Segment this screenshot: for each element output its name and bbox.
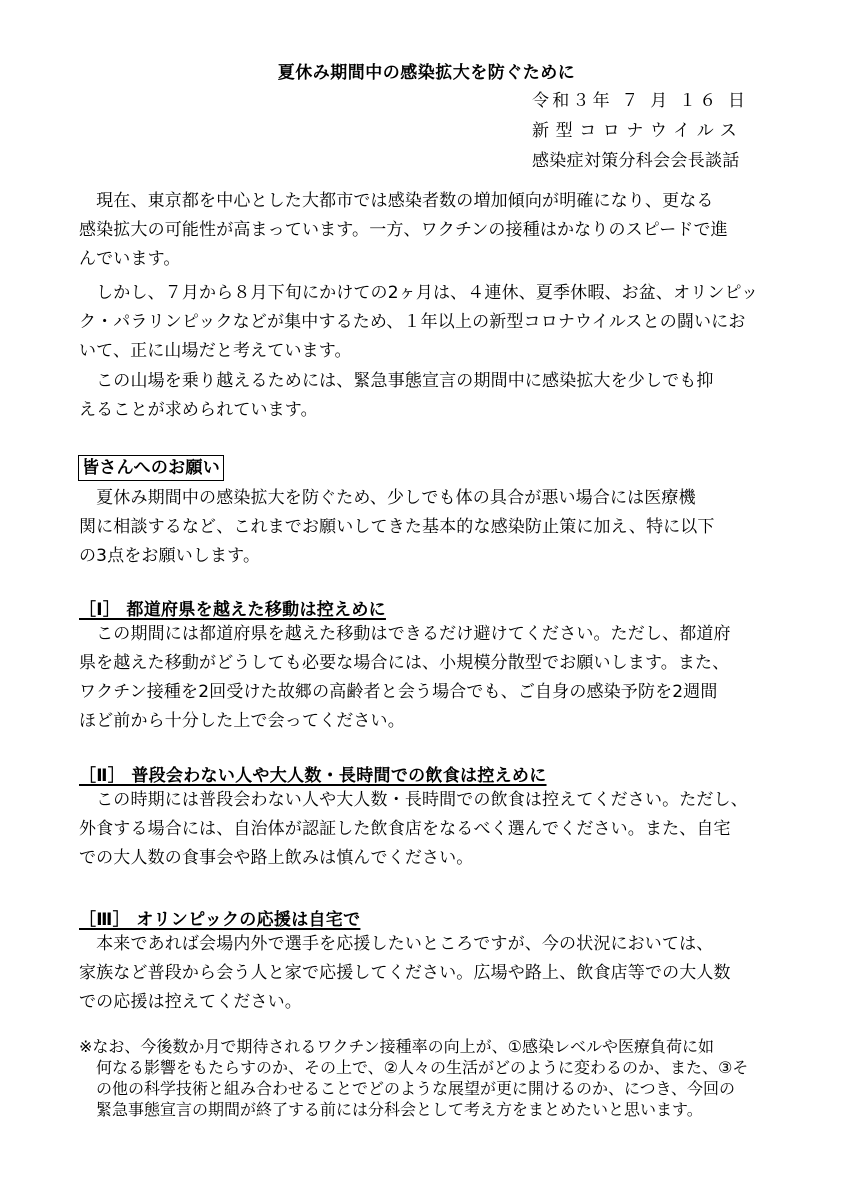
text-line: 本来であれば会場内外で選手を応援したいところですが、今の状況においては、: [79, 934, 714, 954]
text-line: この山場を乗り越えるためには、緊急事態宣言の期間中に感染拡大を少しでも抑: [79, 371, 714, 391]
document-title: 夏休み期間中の感染拡大を防ぐために: [277, 63, 576, 83]
text-line: ※なお、今後数か月で期待されるワクチン接種率の向上が、①感染レベルや医療負荷に如: [79, 1037, 714, 1056]
text-line: 関に相談するなど、これまでお願いしてきた基本的な感染防止策に加え、特に以下: [79, 517, 715, 537]
intro-paragraph-2: [79, 279, 779, 366]
document-speaker: 感染症対策分科会会長談話: [532, 151, 740, 171]
intro-paragraph-1: [79, 187, 779, 274]
text-line: 夏休み期間中の感染拡大を防ぐため、少しでも体の具合が悪い場合には医療機: [79, 488, 696, 508]
text-line: いて、正に山場だと考えています。: [79, 341, 352, 361]
section-1-heading: ［Ⅰ］ 都道府県を越えた移動は控えめに: [79, 600, 386, 620]
text-line: 外食する場合には、自治体が認証した飲食店をなるべく選んでください。また、自宅: [79, 819, 731, 839]
text-line: ワクチン接種を2回受けた故郷の高齢者と会う場合でも、ご自身の感染予防を2週間: [79, 682, 718, 702]
text-line: この時期には普段会わない人や大人数・長時間での飲食は控えてください。ただし、: [79, 790, 748, 810]
text-line: 緊急事態宣言の期間が終了する前には分科会として考え方をまとめたいと思います。: [96, 1100, 703, 1119]
text-line: 何なる影響をもたらすのか、その上で、②人々の生活がどのように変わるのか、また、③そ: [96, 1058, 749, 1077]
text-line: の他の科学技術と組み合わせることでどのような展望が更に開けるのか、につき、今回の: [96, 1079, 736, 1098]
section-1-paragraph: [79, 620, 779, 736]
section-3-paragraph: [79, 930, 779, 1017]
text-line: ク・パラリンピックなどが集中するため、１年以上の新型コロナウイルスとの闘いにお: [79, 312, 746, 332]
text-line: 現在、東京都を中心とした大都市では感染者数の増加傾向が明確になり、更なる: [79, 191, 714, 211]
text-line: の3点をお願いします。: [79, 546, 261, 566]
section-2-paragraph: [79, 786, 779, 873]
text-line: での大人数の食事会や路上飲みは慎んでください。: [79, 848, 474, 868]
text-line: 感染拡大の可能性が高まっています。一方、ワクチンの接種はかなりのスピードで進: [79, 220, 728, 240]
section-2-heading: ［Ⅱ］ 普段会わない人や大人数・長時間での飲食は控えめに: [79, 766, 547, 786]
text-line: 県を越えた移動がどうしても必要な場合には、小規模分散型でお願いします。また、: [79, 653, 730, 673]
footnote: [79, 1036, 789, 1120]
intro-paragraph-3: [79, 367, 779, 425]
text-line: 家族など普段から会う人と家で応援してください。広場や路上、飲食店等での大人数: [79, 963, 731, 983]
text-line: しかし、７月から８月下旬にかけての2ヶ月は、４連休、夏季休暇、お盆、オリンピッ: [79, 283, 759, 303]
request-heading: 皆さんへのお願い: [78, 455, 224, 481]
text-line: での応援は控えてください。: [79, 992, 302, 1012]
text-line: んでいます。: [79, 249, 181, 269]
text-line: ほど前から十分した上で会ってください。: [79, 711, 405, 731]
section-3-heading: ［Ⅲ］ オリンピックの応援は自宅で: [79, 910, 361, 930]
text-line: えることが求められています。: [79, 400, 318, 420]
text-line: この期間には都道府県を越えた移動はできるだけ避けてください。ただし、都道府: [79, 624, 731, 644]
document-date: 令和３年 ７ 月 １６ 日: [532, 91, 749, 111]
document-organization: 新型コロナウイルス: [532, 121, 744, 141]
request-paragraph: [79, 484, 779, 571]
